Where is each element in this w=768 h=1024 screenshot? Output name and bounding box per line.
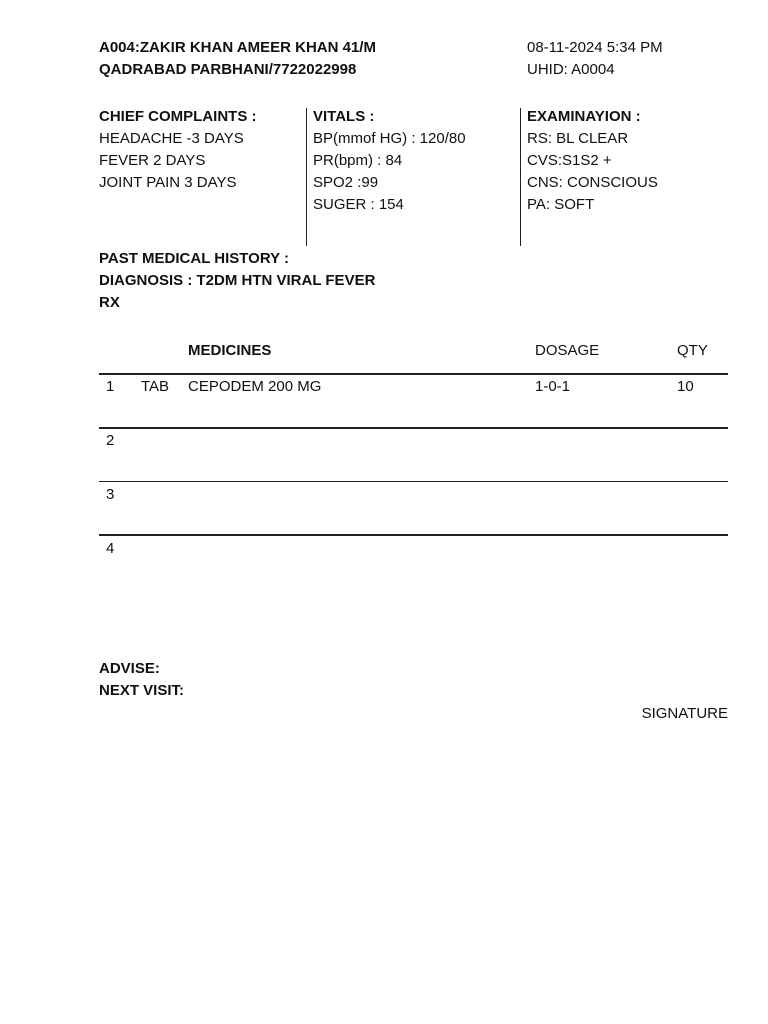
dosage-header: DOSAGE [535,342,600,359]
diagnosis: DIAGNOSIS : T2DM HTN VIRAL FEVER [99,272,376,289]
vitals-title: VITALS : [313,108,375,125]
vital-item: SUGER : 154 [313,196,404,213]
patient-address-line: QADRABAD PARBHANI/7722022998 [99,61,357,78]
chief-complaints-title: CHIEF COMPLAINTS : [99,108,257,125]
table-rule [99,373,728,375]
rx-label: RX [99,294,120,311]
exam-item: CVS:S1S2 + [527,152,612,169]
table-rule [99,534,728,536]
uhid: UHID: A0004 [527,61,615,78]
row-number: 2 [106,432,115,449]
patient-name-line: A004:ZAKIR KHAN AMEER KHAN 41/M [99,39,376,56]
complaint-item: JOINT PAIN 3 DAYS [99,174,237,191]
vital-item: PR(bpm) : 84 [313,152,403,169]
vital-item: SPO2 :99 [313,174,379,191]
medicine-dosage: 1-0-1 [535,378,571,395]
row-number: 1 [106,378,115,395]
medicines-header: MEDICINES [188,342,272,359]
vital-item: BP(mmof HG) : 120/80 [313,130,466,147]
signature-label: SIGNATURE [641,705,728,722]
column-divider [306,108,307,246]
complaint-item: FEVER 2 DAYS [99,152,206,169]
medicine-name: CEPODEM 200 MG [188,378,322,395]
qty-header: QTY [677,342,708,359]
medicine-qty: 10 [677,378,694,395]
visit-datetime: 08-11-2024 5:34 PM [527,39,663,56]
next-visit-label: NEXT VISIT: [99,682,185,699]
column-divider [520,108,521,246]
complaint-item: HEADACHE -3 DAYS [99,130,244,147]
row-number: 4 [106,540,115,557]
table-rule [99,481,728,482]
past-medical-history: PAST MEDICAL HISTORY : [99,250,290,267]
medicine-form: TAB [141,378,170,395]
vitals-section [313,106,466,216]
chief-complaints-section [99,106,257,194]
exam-item: RS: BL CLEAR [527,130,629,147]
row-number: 3 [106,486,115,503]
examination-title: EXAMINAYION : [527,108,641,125]
table-rule [99,427,728,429]
advise-label: ADVISE: [99,660,160,677]
exam-item: CNS: CONSCIOUS [527,174,658,191]
exam-item: PA: SOFT [527,196,595,213]
examination-section [527,106,658,216]
